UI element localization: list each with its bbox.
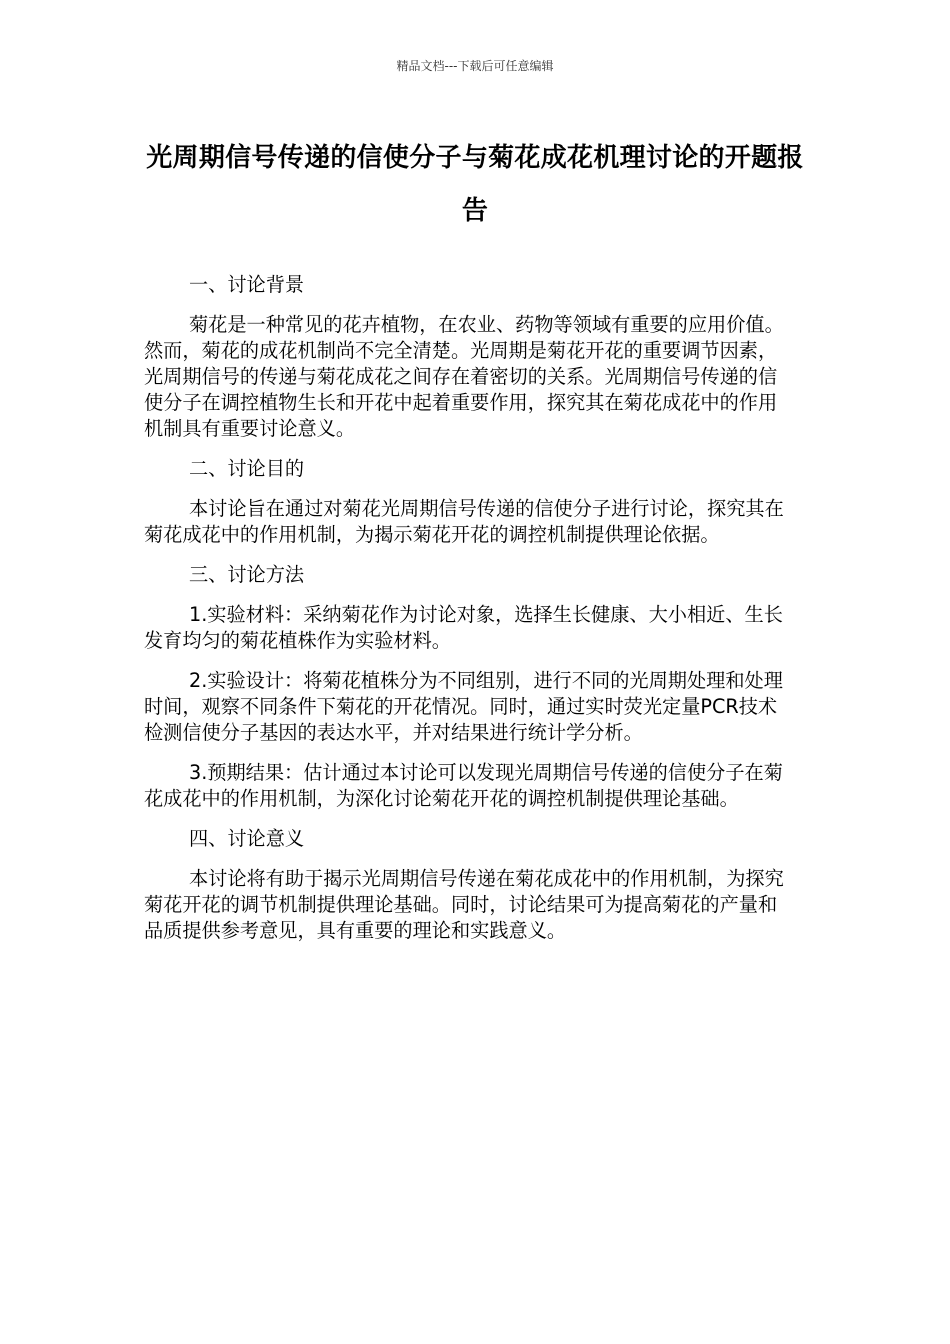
paragraph-significance: 本讨论将有助于揭示光周期信号传递在菊花成花中的作用机制，为探究菊花开花的调节机制提供理论基础。同时，讨论结果可为提高菊花的产量和品质提供参考意见，具有重要的理论和实践意义。 — [144, 867, 784, 942]
page-header-note: 精品文档---下载后可任意编辑 — [396, 59, 554, 73]
section-heading-background: 一、讨论背景 — [189, 273, 305, 296]
paragraph-purpose: 本讨论旨在通过对菊花光周期信号传递的信使分子进行讨论，探究其在菊花成花中的作用机制，为揭示菊花开花的调控机制提供理论依据。 — [144, 497, 784, 546]
section-heading-purpose: 二、讨论目的 — [189, 457, 305, 480]
paragraph-methods-materials: 1.实验材料：采纳菊花作为讨论对象，选择生长健康、大小相近、生长发育均匀的菊花植株作为实验材料。 — [144, 603, 783, 652]
section-heading-significance: 四、讨论意义 — [189, 827, 305, 850]
document-title: 光周期信号传递的信使分子与菊花成花机理讨论的开题报告 — [146, 143, 804, 226]
paragraph-methods-design: 2.实验设计：将菊花植株分为不同组别，进行不同的光周期处理和处理时间，观察不同条件下菊花的开花情况。同时，通过实时荧光定量PCR技术检测信使分子基因的表达水平，并对结果进行统计学分析。 — [144, 669, 783, 744]
section-heading-methods: 三、讨论方法 — [189, 563, 305, 586]
paragraph-methods-expected-results: 3.预期结果：估计通过本讨论可以发现光周期信号传递的信使分子在菊花成花中的作用机制，为深化讨论菊花开花的调控机制提供理论基础。 — [144, 761, 783, 810]
paragraph-background: 菊花是一种常见的花卉植物，在农业、药物等领域有重要的应用价值。然而，菊花的成花机制尚不完全清楚。光周期是菊花开花的重要调节因素，光周期信号的传递与菊花成花之间存在着密切的关系。光周期信号传递的信使分子在调控植物生长和开花中起着重要作用，探究其在菊花成花中的作用机制具有重要讨论意义。 — [144, 313, 784, 440]
document-body — [144, 267, 796, 958]
